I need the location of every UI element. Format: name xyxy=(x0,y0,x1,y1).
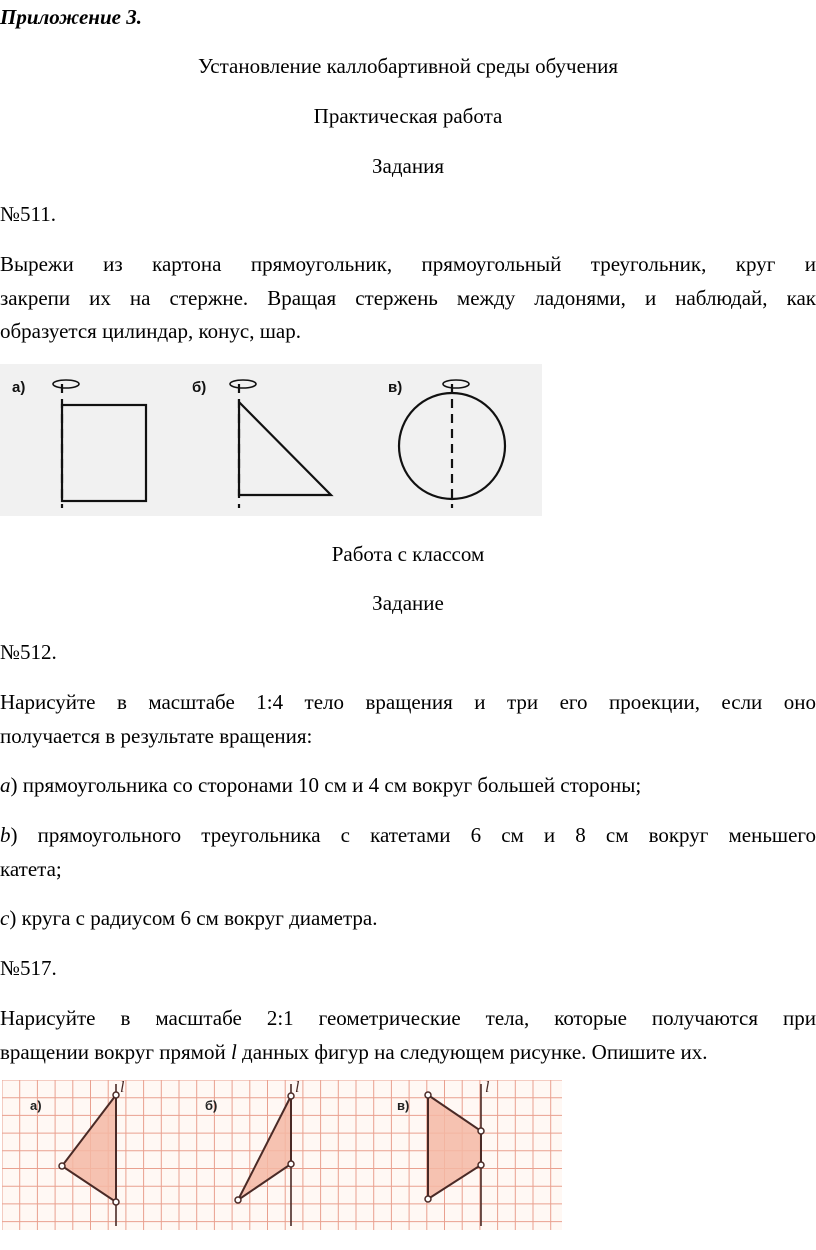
task-512-item-c xyxy=(0,901,816,935)
item-b-text: ) прямоугольного треугольника с катетами 6 см и 8 см вокруг меньшего xyxy=(10,823,816,847)
document-title: Установление каллобартивной среды обучения xyxy=(197,54,619,78)
figure-b-shape xyxy=(238,1096,291,1200)
task-512-item-b-line-1 xyxy=(0,818,816,852)
rotation-shapes-figure xyxy=(0,364,542,516)
axis-label-c: l xyxy=(485,1080,490,1096)
item-c-letter: c xyxy=(0,906,10,930)
task-512-item-b-line-2: катета; xyxy=(0,857,62,881)
fig2-label-c: в) xyxy=(397,1098,410,1113)
figure-c-shape xyxy=(428,1095,481,1199)
fig2-label-b: б) xyxy=(205,1098,218,1113)
axis-l-inline: l xyxy=(230,1040,237,1064)
section-tasks-heading: Задания xyxy=(372,154,444,178)
task-517-line-2-a: вращении вокруг прямой xyxy=(0,1040,231,1064)
task-511-line-1: Вырежи из картона прямоугольник, прямоугольный треугольник, круг и xyxy=(0,252,816,276)
appendix-label: Приложение 3. xyxy=(0,5,142,29)
task-517-line-2-b: данных фигур на следующем рисунке. Опишите их. xyxy=(236,1040,708,1064)
task-511-line-3: образуется цилиндар, конус, шар. xyxy=(0,319,301,343)
section-class-work-heading: Работа с классом xyxy=(331,542,485,566)
task-517-line-1: Нарисуйте в масштабе 2:1 геометрические тела, которые получаются при xyxy=(0,1006,816,1030)
task-517-line-2 xyxy=(0,1035,816,1069)
fig1-label-a: а) xyxy=(12,379,26,396)
fig2-label-a: а) xyxy=(30,1098,42,1113)
section-task-heading: Задание xyxy=(372,591,444,615)
task-511-number: №511. xyxy=(0,202,57,226)
item-a-letter: a xyxy=(0,773,11,797)
item-b-letter: b xyxy=(0,823,11,847)
task-512-number: №512. xyxy=(0,640,57,664)
task-512-line-2: получается в результате вращения: xyxy=(0,724,313,748)
subtitle: Практическая работа xyxy=(313,104,503,128)
item-a-text: ) прямоугольника со сторонами 10 см и 4 см вокруг большей стороны; xyxy=(10,773,642,797)
axis-label-a: l xyxy=(120,1080,125,1096)
item-c-text: ) круга с радиусом 6 см вокруг диаметра. xyxy=(9,906,378,930)
fig1-label-b: б) xyxy=(192,379,207,396)
grid-figures xyxy=(2,1080,562,1230)
fig1-label-c: в) xyxy=(388,379,403,396)
task-512-item-a xyxy=(0,768,816,802)
task-517-number: №517. xyxy=(0,956,57,980)
task-511-line-2: закрепи их на стержне. Вращая стержень между ладонями, и наблюдай, как xyxy=(0,286,816,310)
task-512-line-1: Нарисуйте в масштабе 1:4 тело вращения и три его проекции, если оно xyxy=(0,690,816,714)
axis-label-b: l xyxy=(295,1080,300,1096)
